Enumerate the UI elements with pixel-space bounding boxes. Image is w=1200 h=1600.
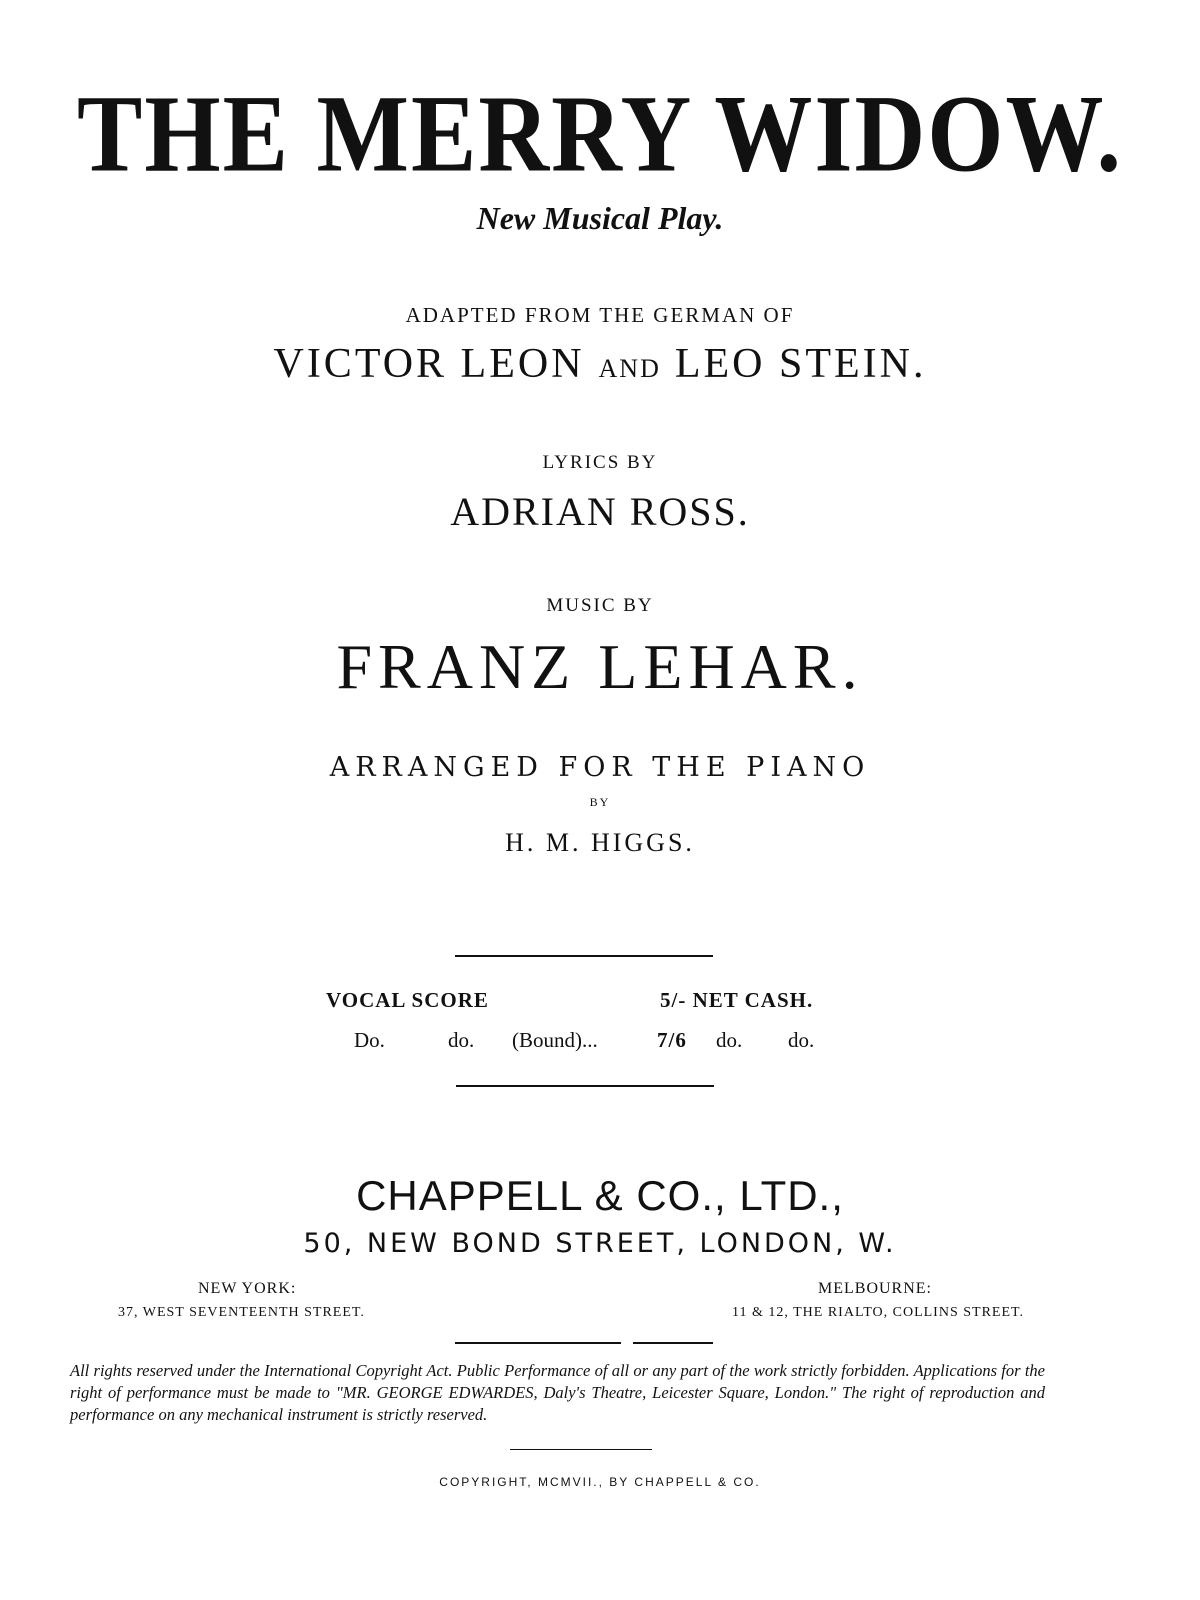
work-title: THE MERRY WIDOW. xyxy=(77,74,1123,196)
bound-item-do-2: do. xyxy=(448,1028,475,1052)
and-word: AND xyxy=(598,354,661,383)
vocal-score-price: 5/- NET CASH. xyxy=(660,988,814,1012)
bound-item-do: Do. xyxy=(354,1028,385,1052)
composer-name: FRANZ LEHAR. xyxy=(336,631,864,702)
work-subtitle: New Musical Play. xyxy=(476,200,724,236)
divider-rule xyxy=(455,1342,621,1344)
author-victor-leon: VICTOR LEON xyxy=(273,341,585,387)
arranged-label: ARRANGED FOR THE PIANO xyxy=(329,752,871,783)
lyricist-name: ADRIAN ROSS. xyxy=(450,489,750,534)
rights-notice: All rights reserved under the International Copyright Act. Public Performance of all or any part of the work strictly forbidden. Applications for the right of performance must be made to "MR. GEORGE EDWARDES, Daly's Theatre, Leicester Square, London." The right of reproduction and performance on any mechanical instrument is strictly reserved. xyxy=(70,1361,1045,1424)
publisher-address: 50, NEW BOND STREET, LONDON, W. xyxy=(303,1228,897,1259)
author-leo-stein: LEO STEIN. xyxy=(674,341,927,387)
bound-price: 7/6 xyxy=(657,1028,687,1052)
vocal-score-label: VOCAL SCORE xyxy=(326,988,489,1012)
adapted-label: ADAPTED FROM THE GERMAN OF xyxy=(405,303,795,327)
copyright-line: COPYRIGHT, MCMVII., BY CHAPPELL & CO. xyxy=(439,1475,761,1489)
arranger-name: H. M. HIGGS. xyxy=(505,828,695,857)
bound-item-label: (Bound)... xyxy=(512,1028,598,1052)
new-york-label: NEW YORK: xyxy=(198,1280,297,1297)
divider-rule xyxy=(455,955,713,957)
lyrics-label: LYRICS BY xyxy=(542,452,658,473)
by-label: BY xyxy=(589,795,611,809)
divider-rule xyxy=(456,1085,714,1087)
bound-price-do-2: do. xyxy=(788,1028,815,1052)
publisher-name: CHAPPELL & CO., LTD., xyxy=(356,1172,844,1219)
divider-rule xyxy=(510,1449,652,1450)
melbourne-label: MELBOURNE: xyxy=(818,1280,932,1297)
melbourne-address: 11 & 12, THE RIALTO, COLLINS STREET. xyxy=(732,1305,1025,1320)
divider-rule xyxy=(633,1342,713,1344)
authors-line xyxy=(0,340,1200,388)
music-label: MUSIC BY xyxy=(546,595,654,616)
new-york-address: 37, WEST SEVENTEENTH STREET. xyxy=(118,1305,365,1320)
bound-price-do: do. xyxy=(716,1028,743,1052)
